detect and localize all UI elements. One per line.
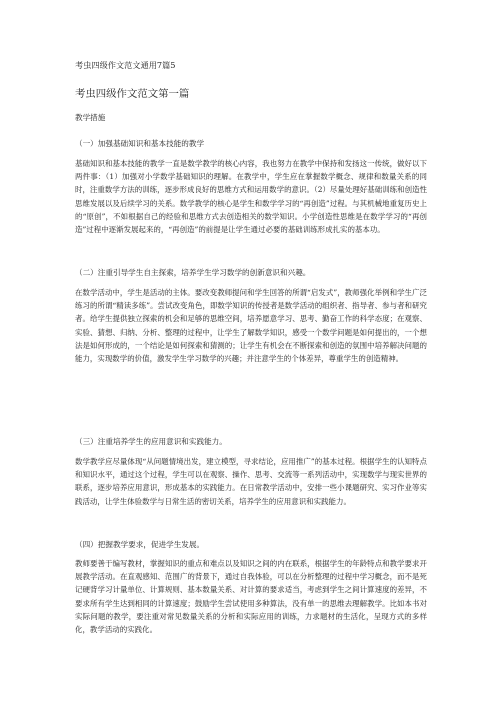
section-heading-1: （一）加强基础知识和基本技能的教学 <box>75 139 205 148</box>
section-heading-2: （二）注重引导学生自主探索，培养学生学习数学的创新意识和兴趣。 <box>75 268 311 277</box>
section-heading-3: （三）注重培养学生的应用意识和实践能力。 <box>75 437 227 446</box>
section-body-3: 数学教学应尽量体现“从问题情境出发，建立模型，寻求结论，应用推广”的基本过程。根据学生的认知特点和知识水平，通过这个过程，学生可以在观察、操作、思考、交流等一系列活动中，实现数学与现实世界的联系，逐步培养应用意识，形成基本的实践能力。在日常教学活动中，安排一些小课题研究、实习作业等实践活动，让学生体验数学与日常生活的密切关系，培养学生的应用意识和实践能力。 <box>75 457 427 506</box>
section-body-1: 基础知识和基本技能的教学一直是数学教学的核心内容，我也努力在教学中保持和发扬这一传统，做好以下两件事：（1）加强对小学数学基础知识的理解。在教学中，学生应在掌握数学概念、规律和数量关系的同时，注重数学方法的训练，逐步形成良好的思维方式和运用数学的意识。（2）尽量处理好基础训练和创造性思维发展以及后续学习的关系。数学教学的核心是学生和数学学习的“再创造”过程。与其机械地重复历史上的“原创”，不如根据自己的经验和思维方式去创造相关的数学知识。小学创造性思维是在数学学习的“再创造”过程中逐渐发展起来的，“再创造”的前提是让学生通过必要的基础训练形成扎实的基本功。 <box>75 159 427 235</box>
section-body-2: 在数学活动中，学生是活动的主体。要改变教师提问和学生回答的所谓“启发式”，教师强化举例和学生广泛练习的所谓“精读多练”。尝试改变角色，即数学知识的传授者是数学活动的组织者、指导者、参与者和研究者。给学生提供独立探索的机会和足够的思维空间，培养愿意学习、思考、勤奋工作的科学态度；在观察、实验、猜想、归纳、分析、整理的过程中，让学生了解数学知识，感受一个数学问题是如何提出的，一个想法是如何形成的，一个结论是如何探索和猜测的；让学生有机会在不断探索和创造的氛围中培养解决问题的能力，实现数学的价值，激发学生学习数学的兴趣；并注意学生的个体差异，尊重学生的创造精神。 <box>75 288 427 364</box>
document-title: 考虫四级作文范文第一篇 <box>75 88 190 100</box>
section-heading-4: （四）把握教学要求，促进学生发展。 <box>75 540 205 549</box>
document-header: 考虫四级作文范文通用7篇5 <box>75 60 176 70</box>
section-body-4: 教师要善于编写教材，掌握知识的重点和难点以及知识之间的内在联系，根据学生的年龄特点和教学要求开展教学活动。在直观感知、范围广的背景下，通过自我体验，可以在分析整理的过程中学习概念，而不是死记硬背学习计量单位、计算规则、基本数量关系、对计算的要求适当，考虑到学生之间计算速度的差异，不要求所有学生达到相同的计算速度；鼓励学生尝试使用多种算法，没有单一的思维去理解教学。比如本书对实际问题的教学，要注重对常见数量关系的分析和实际应用的训练，力求题材的生活化，呈现方式的多样化，教学活动的实践化。 <box>75 559 427 635</box>
section-label: 教学措施 <box>75 113 106 122</box>
